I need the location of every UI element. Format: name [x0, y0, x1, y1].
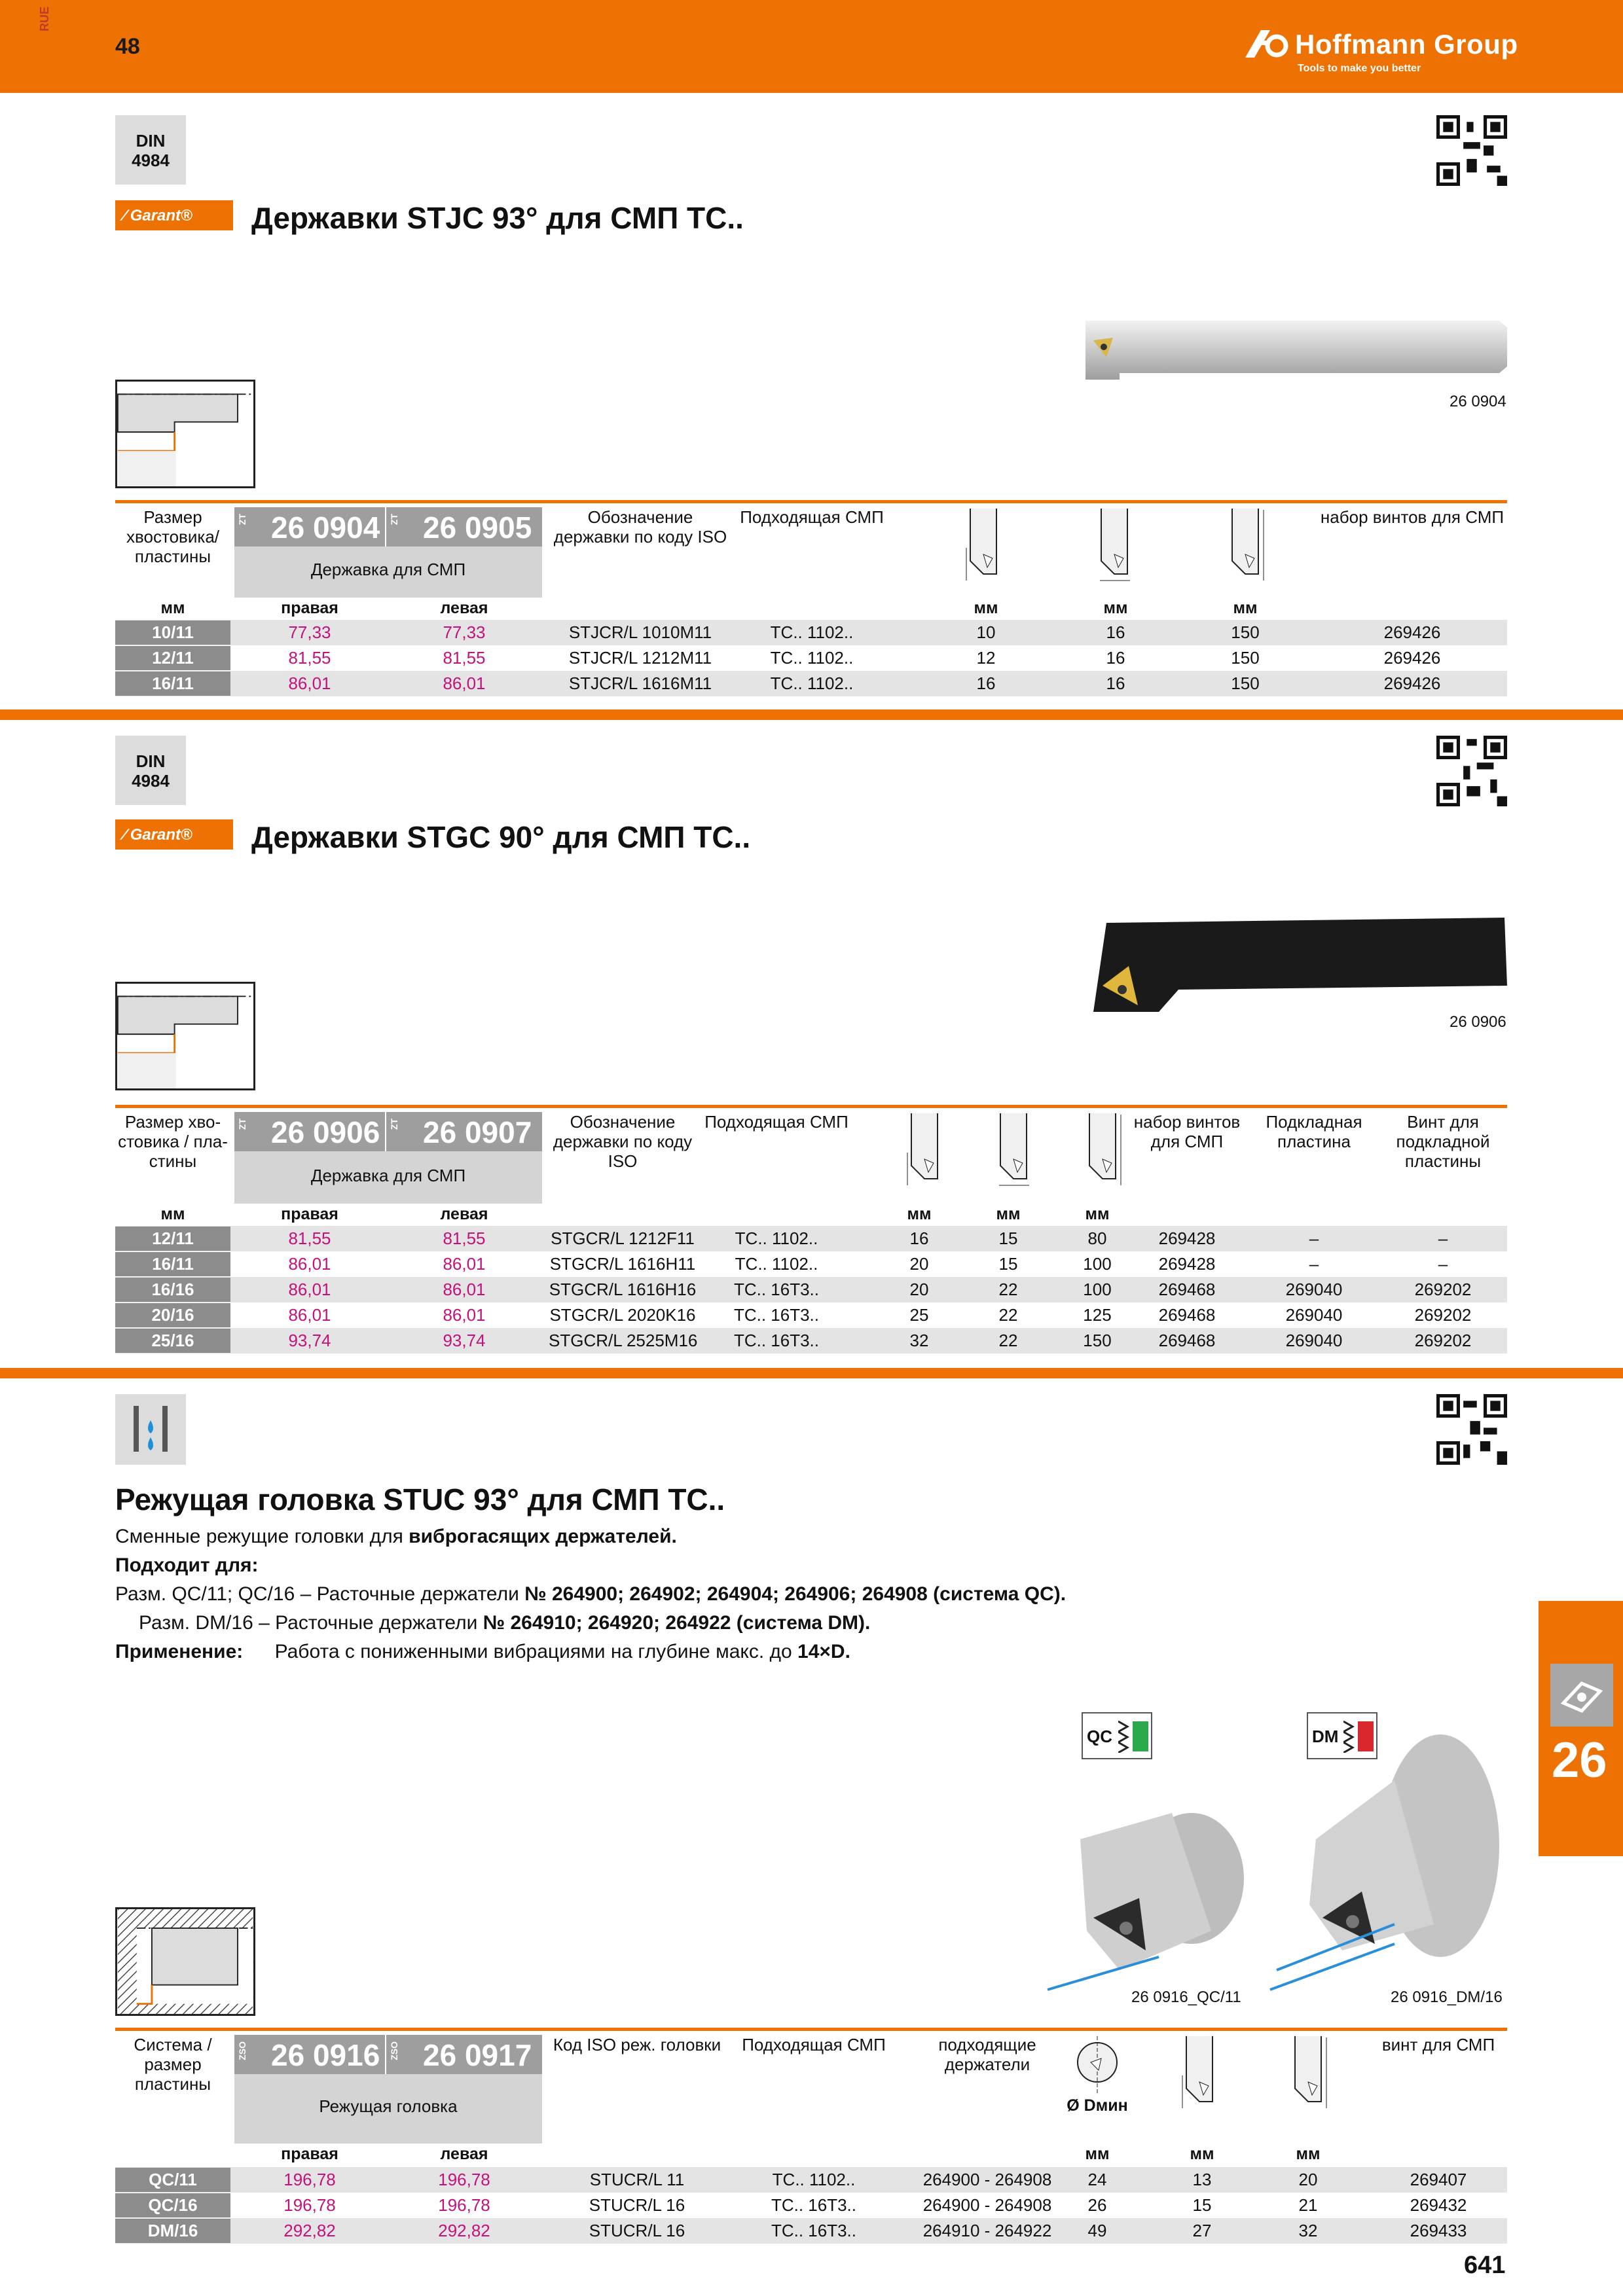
desc-text: Разм. DM/16 – Расточные держатели [139, 1612, 483, 1634]
dim-value: 16 [909, 1229, 929, 1248]
dim-value: 32 [909, 1331, 929, 1350]
col-screws-header: набор винтов для СМП [1133, 1112, 1241, 1151]
dim-value: 100 [1083, 1280, 1112, 1299]
table-row[interactable] [115, 1226, 1507, 1251]
price-right: 292,82 [283, 2221, 336, 2240]
table-row[interactable] [115, 1251, 1507, 1277]
section-title: Державки STJC 93° для СМП TC.. [251, 201, 744, 235]
col-shim-header: Подкладная пластина [1266, 1112, 1362, 1151]
dm-label: DM [1312, 1727, 1339, 1746]
iso-code: STGCR/L 2020K16 [549, 1305, 696, 1325]
shim-screw-code: 269202 [1414, 1331, 1472, 1350]
desc-emphasis: № 264900; 264902; 264904; 264906; 264908 (система QC). [524, 1583, 1067, 1605]
table-row[interactable] [115, 1328, 1507, 1354]
description-line [115, 1638, 850, 1666]
col-insert-header: Подходящая СМП [704, 1112, 848, 1132]
din-number: 4984 [132, 151, 170, 170]
price-right: 196,78 [283, 2170, 336, 2189]
article-right[interactable] [234, 507, 385, 547]
screw-code: 269433 [1410, 2221, 1467, 2240]
article-left[interactable] [386, 1112, 542, 1151]
cutting-head-qc-photo [1041, 1800, 1257, 1996]
shim-screw-code: – [1438, 1229, 1448, 1248]
zt-label: ZT [237, 514, 247, 526]
dimension-b-icon [994, 1113, 1034, 1192]
qc-system-badge [1082, 1712, 1152, 1759]
insert-code: TC.. 16T3.. [733, 1305, 820, 1325]
size-cell: DM/16 [115, 2219, 230, 2243]
col-insert-header: Подходящая СМП [740, 507, 884, 527]
dimension-h-icon [964, 509, 1004, 587]
iso-code: STGCR/L 1616H16 [549, 1280, 697, 1299]
iso-code: STUCR/L 16 [589, 2221, 685, 2240]
table-row[interactable] [115, 2167, 1507, 2193]
price-right: 86,01 [288, 1305, 331, 1325]
dim-value: 15 [998, 1254, 1018, 1274]
din-label: DIN [136, 131, 166, 151]
price-left: 81,55 [443, 648, 486, 668]
description-line [115, 1580, 1066, 1609]
col-shim-screw-header: Винт для подкладной пластины [1396, 1112, 1490, 1171]
group-header: Режущая головка [234, 2074, 542, 2144]
iso-code: STGCR/L 1616H11 [549, 1254, 696, 1274]
table-row[interactable] [115, 1277, 1507, 1302]
zt-label: ZSO [389, 2041, 399, 2060]
price-left: 77,33 [443, 622, 486, 642]
coolant-icon [115, 1394, 186, 1465]
iso-code: STUCR/L 16 [589, 2195, 685, 2215]
price-left: 81,55 [443, 1229, 486, 1248]
dim-value: 20 [1298, 2170, 1318, 2189]
shim-code: – [1309, 1254, 1319, 1274]
garant-label: Garant [130, 207, 181, 224]
shim-screw-code: 269202 [1414, 1280, 1472, 1299]
screws-code: 269426 [1383, 622, 1441, 642]
dim-value: 150 [1231, 622, 1260, 642]
screws-code: 269468 [1158, 1280, 1216, 1299]
brand-name: Hoffmann Group [1295, 29, 1518, 60]
screws-code: 269426 [1383, 673, 1441, 693]
screws-code: 269468 [1158, 1331, 1216, 1350]
insert-code: TC.. 1102.. [735, 1254, 818, 1274]
screw-code: 269432 [1410, 2195, 1467, 2215]
size-cell: 25/16 [115, 1329, 230, 1353]
dim-value: 16 [1106, 673, 1125, 693]
dim-value: 16 [976, 673, 996, 693]
description-line: Подходит для: [115, 1554, 259, 1576]
din-badge [115, 115, 186, 185]
insert-code: TC.. 1102.. [772, 2170, 856, 2189]
description-line [139, 1609, 870, 1638]
col-size-header: Размер хво- стовика / пла- стины [118, 1112, 228, 1171]
size-cell: 20/16 [115, 1303, 230, 1327]
dimension-l-icon [1226, 509, 1266, 587]
price-right: 93,74 [288, 1331, 331, 1350]
desc-emphasis: 14×D. [797, 1641, 850, 1662]
dim-value: 26 [1087, 2195, 1107, 2215]
article-right[interactable] [234, 1112, 385, 1151]
desc-emphasis: виброгасящих держателей. [409, 1526, 677, 1547]
desc-text: Разм. QC/11; QC/16 – Расточные держатели [115, 1583, 525, 1605]
right-label: правая [281, 1205, 338, 1223]
garant-badge: ∕ Garant® [115, 819, 233, 850]
garant-logo-icon: ∕ [123, 207, 126, 224]
table-row[interactable] [115, 2218, 1507, 2244]
page-number-left: 48 [115, 34, 140, 59]
qr-code-icon [1436, 115, 1507, 186]
price-left: 86,01 [443, 1254, 486, 1274]
table-row[interactable] [115, 645, 1507, 671]
shim-screw-code: – [1438, 1254, 1448, 1274]
garant-logo-icon: ∕ [123, 826, 126, 844]
price-right: 86,01 [288, 673, 331, 693]
insert-code: TC.. 16T3.. [771, 2221, 857, 2240]
dim-value: 22 [998, 1331, 1018, 1350]
shim-code: 269040 [1285, 1305, 1343, 1325]
section-divider [0, 1368, 1623, 1378]
insert-code: TC.. 16T3.. [733, 1280, 820, 1299]
hoffmann-logo-icon [1244, 27, 1291, 59]
qr-code-icon [1436, 1394, 1507, 1465]
dim-value: 22 [998, 1280, 1018, 1299]
holders-range: 264910 - 264922 [922, 2221, 1052, 2240]
photo-caption: 26 0904 [1450, 393, 1506, 410]
din-badge [115, 736, 186, 805]
price-left: 86,01 [443, 1305, 486, 1325]
group-header: Державка для СМП [234, 1151, 542, 1204]
size-cell: 16/16 [115, 1278, 230, 1302]
brand-tagline: Tools to make you better [1298, 63, 1421, 74]
dim-value: 13 [1192, 2170, 1212, 2189]
price-right: 81,55 [288, 1229, 331, 1248]
iso-code: STUCR/L 11 [589, 2170, 685, 2189]
screw-code: 269407 [1410, 2170, 1467, 2189]
col-iso-header: Обозначение державки по коду ISO [553, 507, 727, 547]
shim-screw-code: 269202 [1414, 1305, 1472, 1325]
qc-label: QC [1087, 1727, 1112, 1746]
dim-value: 21 [1298, 2195, 1318, 2215]
chapter-tab[interactable] [1539, 1601, 1623, 1856]
machining-sketch-icon [115, 380, 255, 488]
price-left: 196,78 [438, 2195, 490, 2215]
group-header: Державка для СМП [234, 547, 542, 598]
unit-label: мм [996, 1205, 1021, 1223]
col-size-header: Система / размер пластины [134, 2035, 212, 2094]
dim-value: 15 [1192, 2195, 1212, 2215]
unit-label: мм [974, 599, 998, 617]
screws-code: 269428 [1158, 1254, 1216, 1274]
dim-value: 80 [1087, 1229, 1107, 1248]
dim-value: 150 [1083, 1331, 1112, 1350]
zt-label: ZSO [237, 2041, 247, 2060]
photo-caption-qc: 26 0916_QC/11 [1131, 1988, 1241, 2006]
cutting-head-dm-photo [1264, 1728, 1512, 2003]
unit-label: мм [160, 599, 185, 617]
holders-range: 264900 - 264908 [922, 2195, 1052, 2215]
size-cell: 12/11 [115, 1227, 230, 1251]
unit-label: мм [1085, 2145, 1110, 2163]
zt-label: ZT [237, 1119, 247, 1130]
language-code: RUE [38, 6, 51, 31]
dim-value: 16 [1106, 648, 1125, 668]
unit-label: мм [1103, 599, 1128, 617]
iso-code: STJCR/L 1616M11 [568, 673, 712, 693]
article-number: 26 0905 [423, 511, 532, 545]
unit-label: мм [1085, 1205, 1110, 1223]
price-right: 196,78 [283, 2195, 336, 2215]
dim-value: 20 [909, 1254, 929, 1274]
insert-code: TC.. 1102.. [770, 648, 854, 668]
price-left: 292,82 [438, 2221, 490, 2240]
dim-value: 125 [1083, 1305, 1112, 1325]
chapter-number: 26 [1552, 1732, 1607, 1788]
dim-value: 27 [1192, 2221, 1212, 2240]
price-right: 77,33 [288, 622, 331, 642]
article-right[interactable] [234, 2035, 385, 2074]
holders-range: 264900 - 264908 [922, 2170, 1052, 2189]
dim-value: 12 [976, 648, 996, 668]
unit-label: мм [1233, 599, 1258, 617]
qc-interface-icon [1118, 1720, 1150, 1753]
price-left: 86,01 [443, 1280, 486, 1299]
section-title: Режущая головка STUC 93° для СМП TC.. [115, 1482, 725, 1516]
shim-code: 269040 [1285, 1331, 1343, 1350]
left-label: левая [440, 1205, 488, 1223]
dim-value: 100 [1083, 1254, 1112, 1274]
brand-logo [1244, 25, 1518, 77]
screws-code: 269426 [1383, 648, 1441, 668]
unit-label: мм [1296, 2145, 1321, 2163]
page-header [0, 0, 1623, 93]
dim-value: 150 [1231, 648, 1260, 668]
insert-code: TC.. 1102.. [735, 1229, 818, 1248]
description-line [115, 1522, 677, 1551]
size-cell: QC/11 [115, 2168, 230, 2192]
price-right: 81,55 [288, 648, 331, 668]
iso-code: STJCR/L 1212M11 [568, 648, 712, 668]
section-divider [0, 709, 1623, 720]
dim-value: 16 [1106, 622, 1125, 642]
din-number: 4984 [132, 771, 170, 791]
table-row[interactable] [115, 671, 1507, 696]
size-cell: QC/16 [115, 2193, 230, 2217]
photo-caption: 26 0906 [1450, 1013, 1506, 1031]
product-table-stjc [115, 500, 1507, 692]
unit-label: мм [907, 1205, 932, 1223]
desc-text: Сменные режущие головки для [115, 1526, 409, 1547]
col-iso-header: Обозначение державки по коду ISO [553, 1112, 693, 1171]
section-title: Державки STGC 90° для СМП TC.. [251, 820, 751, 854]
dimension-b-icon [1095, 509, 1135, 587]
zt-label: ZT [389, 514, 399, 526]
insert-code: TC.. 16T3.. [733, 1331, 820, 1350]
unit-label: мм [1190, 2145, 1214, 2163]
screws-code: 269468 [1158, 1305, 1216, 1325]
garant-badge: ∕ Garant® [115, 200, 233, 230]
dimension-l-icon [1083, 1113, 1123, 1192]
left-label: левая [440, 2145, 488, 2163]
col-insert-header: Подходящая СМП [742, 2035, 886, 2054]
table-row[interactable] [115, 620, 1507, 645]
page-number-right: 641 [1464, 2251, 1506, 2279]
insert-code: TC.. 16T3.. [771, 2195, 857, 2215]
product-table-stuc [115, 2028, 1507, 2246]
size-cell: 12/11 [115, 646, 230, 670]
article-left[interactable] [386, 2035, 542, 2074]
dim-value: 22 [998, 1305, 1018, 1325]
garant-label: Garant [130, 826, 181, 844]
dim-value: 20 [909, 1280, 929, 1299]
screws-code: 269428 [1158, 1229, 1216, 1248]
desc-text: Работа с пониженными вибрациями на глубине макс. до [274, 1641, 798, 1662]
photo-caption-dm: 26 0916_DM/16 [1391, 1988, 1503, 2006]
article-number: 26 0916 [271, 2038, 380, 2072]
qr-code-icon [1436, 736, 1507, 806]
size-cell: 10/11 [115, 620, 230, 645]
price-right: 86,01 [288, 1280, 331, 1299]
desc-label: Применение: [115, 1641, 244, 1662]
col-screw-header: винт для СМП [1381, 2035, 1495, 2054]
tool-holder-photo [1080, 314, 1510, 386]
insert-tool-icon [1550, 1664, 1613, 1727]
dimension-h-icon [905, 1113, 945, 1192]
table-row[interactable] [115, 1302, 1507, 1328]
iso-code: STGCR/L 2525M16 [549, 1331, 698, 1350]
dim-value: 24 [1087, 2170, 1107, 2189]
dim-value: 15 [998, 1229, 1018, 1248]
machining-sketch-icon [115, 982, 255, 1090]
left-label: левая [440, 599, 488, 617]
price-left: 86,01 [443, 673, 486, 693]
shim-code: 269040 [1285, 1280, 1343, 1299]
insert-code: TC.. 1102.. [770, 673, 854, 693]
din-label: DIN [136, 751, 166, 771]
boring-sketch-icon [115, 1907, 255, 2016]
dimension-h-icon [1180, 2036, 1220, 2115]
right-label: правая [281, 2145, 338, 2163]
dim-value: 25 [909, 1305, 929, 1325]
desc-emphasis: № 264910; 264920; 264922 (система DM). [483, 1612, 871, 1634]
size-cell: 16/11 [115, 672, 230, 696]
article-left[interactable] [386, 507, 542, 547]
col-holders-header: подходящие держатели [938, 2035, 1036, 2074]
col-size-header: Размер хвостовика/ пластины [126, 507, 220, 566]
shim-code: – [1309, 1229, 1319, 1248]
dim-value: 49 [1087, 2221, 1107, 2240]
price-left: 196,78 [438, 2170, 490, 2189]
price-right: 86,01 [288, 1254, 331, 1274]
product-table-stgc [115, 1105, 1507, 1352]
price-left: 93,74 [443, 1331, 486, 1350]
diameter-min-icon [1071, 2036, 1123, 2096]
article-number: 26 0907 [423, 1115, 532, 1149]
zt-label: ZT [389, 1119, 399, 1130]
iso-code: STJCR/L 1010M11 [568, 622, 712, 642]
size-cell: 16/11 [115, 1252, 230, 1276]
col-screws-header: набор винтов для СМП [1320, 507, 1504, 527]
iso-code: STGCR/L 1212F11 [551, 1229, 695, 1248]
right-label: правая [281, 599, 338, 617]
tool-holder-photo [1080, 914, 1510, 1016]
dim-value: 10 [976, 622, 996, 642]
unit-label: мм [160, 1205, 185, 1223]
dmin-label: Ø Dмин [1067, 2096, 1128, 2115]
dim-value: 150 [1231, 673, 1260, 693]
col-iso-header: Код ISO реж. головки [553, 2035, 721, 2054]
article-number: 26 0917 [423, 2038, 532, 2072]
dimension-l-icon [1288, 2036, 1329, 2115]
insert-code: TC.. 1102.. [770, 622, 854, 642]
article-number: 26 0904 [271, 511, 380, 545]
article-number: 26 0906 [271, 1115, 380, 1149]
table-row[interactable] [115, 2193, 1507, 2218]
dim-value: 32 [1298, 2221, 1318, 2240]
